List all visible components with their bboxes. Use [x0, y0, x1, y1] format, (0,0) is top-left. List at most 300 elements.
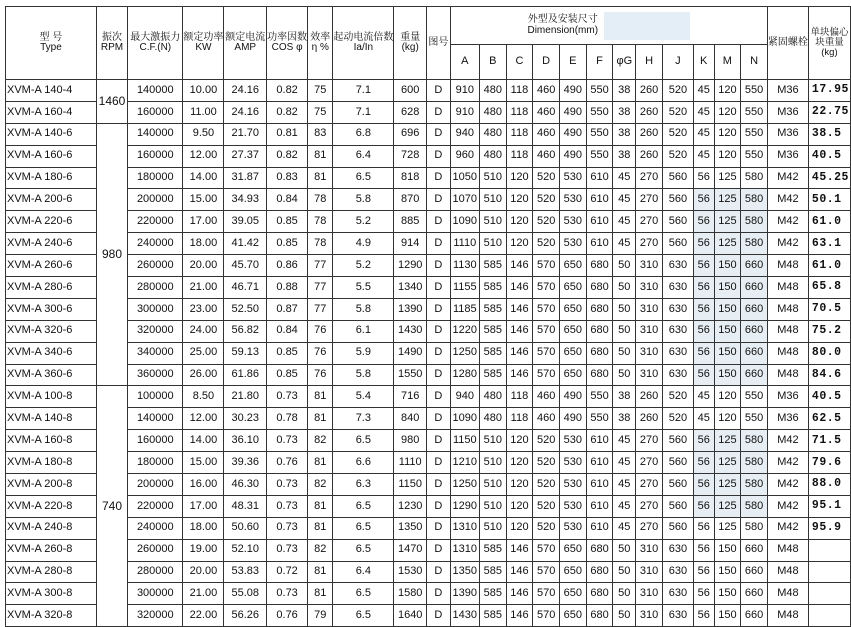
cell-dim: 510	[479, 189, 506, 211]
cell-dim: 270	[636, 211, 663, 233]
cell-fig: D	[427, 539, 451, 561]
cell-dim: 120	[506, 452, 533, 474]
cell-dim: 146	[506, 298, 533, 320]
cell-start: 5.8	[333, 364, 394, 386]
header-power-factor: 功率因数 COS φ	[267, 7, 308, 80]
cell-dim: 650	[559, 320, 586, 342]
cell-kw: 18.00	[183, 233, 224, 255]
cell-dim: 680	[586, 298, 613, 320]
cell-dim: 630	[662, 320, 693, 342]
cell-dim: 45	[613, 189, 636, 211]
cell-dim: 660	[741, 605, 768, 627]
cell-dim: 38	[613, 80, 636, 102]
table-row	[6, 233, 851, 255]
cell-dim: 550	[586, 123, 613, 145]
table-row	[6, 583, 851, 605]
cell-block-weight: 17.95	[808, 80, 850, 102]
cell-dim: 310	[636, 255, 663, 277]
cell-bolt: M36	[767, 408, 808, 430]
cell-dim: 520	[533, 211, 560, 233]
cell-dim: 660	[741, 342, 768, 364]
cell-fig: D	[427, 386, 451, 408]
cell-amp: 24.16	[224, 80, 267, 102]
table-row	[6, 80, 851, 102]
cell-dim: 610	[586, 211, 613, 233]
cell-dim: 120	[714, 386, 741, 408]
cell-dim: 650	[559, 298, 586, 320]
cell-cos: 0.86	[267, 255, 308, 277]
cell-dim: 150	[714, 255, 741, 277]
cell-fig: D	[427, 364, 451, 386]
cell-dim: 1310	[450, 539, 479, 561]
cell-eff: 82	[308, 474, 333, 496]
cell-cf: 160000	[128, 145, 183, 167]
cell-bolt: M36	[767, 386, 808, 408]
cell-dim: 530	[559, 517, 586, 539]
spec-table-wrapper	[5, 6, 851, 627]
table-row	[6, 430, 851, 452]
cell-type: XVM-A 260-6	[6, 255, 97, 277]
cell-start: 6.5	[333, 583, 394, 605]
cell-weight: 1340	[394, 277, 427, 299]
cell-dim: 490	[559, 80, 586, 102]
cell-dim: 650	[559, 561, 586, 583]
cell-dim: 560	[662, 495, 693, 517]
cell-bolt: M42	[767, 452, 808, 474]
cell-dim: 118	[506, 408, 533, 430]
cell-dim: 560	[662, 189, 693, 211]
cell-cf: 240000	[128, 517, 183, 539]
header-eccentric-block-weight: 单块偏心块重量(kg)	[808, 7, 850, 80]
cell-dim: 550	[586, 101, 613, 123]
table-row	[6, 189, 851, 211]
cell-bolt: M36	[767, 145, 808, 167]
cell-bolt: M48	[767, 539, 808, 561]
cell-dim: 490	[559, 123, 586, 145]
cell-type: XVM-A 320-8	[6, 605, 97, 627]
cell-kw: 14.00	[183, 430, 224, 452]
cell-dim: 520	[533, 474, 560, 496]
cell-dim: 45	[693, 80, 714, 102]
cell-dim: 260	[636, 408, 663, 430]
table-row	[6, 386, 851, 408]
cell-amp: 46.71	[224, 277, 267, 299]
table-row	[6, 474, 851, 496]
cell-fig: D	[427, 561, 451, 583]
cell-dim: 1280	[450, 364, 479, 386]
cell-dim: 56	[693, 583, 714, 605]
table-row	[6, 408, 851, 430]
cell-dim: 1250	[450, 342, 479, 364]
cell-dim: 530	[559, 167, 586, 189]
cell-fig: D	[427, 430, 451, 452]
cell-dim: 520	[533, 189, 560, 211]
cell-dim: 45	[693, 408, 714, 430]
cell-block-weight	[808, 561, 850, 583]
cell-dim: 56	[693, 364, 714, 386]
cell-type: XVM-A 300-8	[6, 583, 97, 605]
cell-dim: 45	[613, 452, 636, 474]
cell-dim: 125	[714, 517, 741, 539]
cell-cf: 100000	[128, 386, 183, 408]
cell-rpm-group: 740	[96, 386, 127, 627]
cell-bolt: M42	[767, 233, 808, 255]
cell-kw: 9.50	[183, 123, 224, 145]
cell-dim: 560	[662, 211, 693, 233]
cell-amp: 45.70	[224, 255, 267, 277]
cell-cf: 200000	[128, 189, 183, 211]
cell-dim: 680	[586, 342, 613, 364]
cell-dim: 520	[533, 167, 560, 189]
cell-dim: 940	[450, 386, 479, 408]
cell-start: 6.5	[333, 430, 394, 452]
cell-fig: D	[427, 474, 451, 496]
cell-kw: 21.00	[183, 583, 224, 605]
cell-dim: 570	[533, 364, 560, 386]
cell-start: 7.1	[333, 101, 394, 123]
cell-dim: 38	[613, 145, 636, 167]
cell-dim: 550	[586, 145, 613, 167]
cell-dim: 310	[636, 277, 663, 299]
cell-dim: 660	[741, 561, 768, 583]
cell-cf: 140000	[128, 408, 183, 430]
cell-dim: 490	[559, 101, 586, 123]
cell-weight: 980	[394, 430, 427, 452]
cell-dim: 125	[714, 233, 741, 255]
cell-cos: 0.81	[267, 123, 308, 145]
cell-weight: 1530	[394, 561, 427, 583]
header-dim-9: K	[693, 45, 714, 80]
cell-start: 4.9	[333, 233, 394, 255]
cell-fig: D	[427, 189, 451, 211]
cell-dim: 50	[613, 583, 636, 605]
cell-block-weight: 65.8	[808, 277, 850, 299]
header-dim-8: J	[662, 45, 693, 80]
cell-weight: 1150	[394, 474, 427, 496]
cell-dim: 585	[479, 277, 506, 299]
cell-dim: 1090	[450, 408, 479, 430]
cell-dim: 45	[693, 145, 714, 167]
cell-fig: D	[427, 583, 451, 605]
cell-weight: 1290	[394, 255, 427, 277]
cell-start: 6.5	[333, 539, 394, 561]
cell-eff: 81	[308, 386, 333, 408]
cell-dim: 580	[741, 167, 768, 189]
cell-dim: 480	[479, 145, 506, 167]
cell-dim: 510	[479, 233, 506, 255]
cell-cos: 0.73	[267, 386, 308, 408]
cell-kw: 15.00	[183, 452, 224, 474]
cell-dim: 120	[714, 145, 741, 167]
cell-cos: 0.73	[267, 495, 308, 517]
cell-weight: 600	[394, 80, 427, 102]
table-row	[6, 539, 851, 561]
cell-start: 5.8	[333, 298, 394, 320]
cell-dim: 120	[714, 101, 741, 123]
cell-dim: 660	[741, 364, 768, 386]
cell-dim: 650	[559, 342, 586, 364]
cell-weight: 1550	[394, 364, 427, 386]
cell-start: 6.4	[333, 145, 394, 167]
cell-dim: 125	[714, 495, 741, 517]
cell-dim: 520	[662, 101, 693, 123]
cell-amp: 24.16	[224, 101, 267, 123]
cell-dim: 56	[693, 320, 714, 342]
cell-cf: 220000	[128, 211, 183, 233]
table-row	[6, 145, 851, 167]
cell-dim: 1155	[450, 277, 479, 299]
cell-dim: 150	[714, 277, 741, 299]
cell-dim: 150	[714, 583, 741, 605]
cell-type: XVM-A 160-4	[6, 101, 97, 123]
cell-dim: 510	[479, 211, 506, 233]
cell-dim: 650	[559, 364, 586, 386]
cell-dim: 520	[533, 430, 560, 452]
cell-dim: 660	[741, 583, 768, 605]
cell-dim: 310	[636, 583, 663, 605]
cell-dim: 146	[506, 342, 533, 364]
cell-dim: 580	[741, 452, 768, 474]
cell-dim: 680	[586, 320, 613, 342]
cell-dim: 120	[714, 80, 741, 102]
cell-type: XVM-A 140-6	[6, 123, 97, 145]
table-row	[6, 123, 851, 145]
table-header	[6, 7, 851, 80]
cell-eff: 81	[308, 517, 333, 539]
cell-dim: 150	[714, 342, 741, 364]
cell-weight: 1230	[394, 495, 427, 517]
cell-eff: 82	[308, 430, 333, 452]
cell-dim: 960	[450, 145, 479, 167]
cell-dim: 45	[693, 386, 714, 408]
cell-fig: D	[427, 452, 451, 474]
cell-dim: 510	[479, 474, 506, 496]
cell-dim: 520	[533, 495, 560, 517]
cell-cos: 0.88	[267, 277, 308, 299]
cell-dim: 38	[613, 408, 636, 430]
cell-dim: 550	[586, 80, 613, 102]
cell-dim: 310	[636, 342, 663, 364]
cell-type: XVM-A 260-8	[6, 539, 97, 561]
header-dim-10: M	[714, 45, 741, 80]
cell-dim: 1250	[450, 474, 479, 496]
cell-amp: 56.26	[224, 605, 267, 627]
cell-dim: 1090	[450, 211, 479, 233]
cell-dim: 570	[533, 342, 560, 364]
cell-dim: 480	[479, 101, 506, 123]
cell-dim: 45	[613, 167, 636, 189]
cell-type: XVM-A 240-8	[6, 517, 97, 539]
cell-weight: 840	[394, 408, 427, 430]
table-row	[6, 255, 851, 277]
cell-cos: 0.72	[267, 561, 308, 583]
cell-dim: 630	[662, 255, 693, 277]
cell-kw: 12.00	[183, 408, 224, 430]
cell-cos: 0.83	[267, 167, 308, 189]
cell-dim: 56	[693, 495, 714, 517]
cell-fig: D	[427, 320, 451, 342]
cell-dim: 150	[714, 561, 741, 583]
header-current: 额定电流 AMP	[224, 7, 267, 80]
cell-eff: 77	[308, 298, 333, 320]
cell-eff: 81	[308, 495, 333, 517]
cell-dim: 550	[741, 80, 768, 102]
cell-block-weight: 22.75	[808, 101, 850, 123]
cell-type: XVM-A 300-6	[6, 298, 97, 320]
cell-dim: 680	[586, 561, 613, 583]
cell-dim: 630	[662, 364, 693, 386]
cell-dim: 610	[586, 474, 613, 496]
cell-cf: 300000	[128, 583, 183, 605]
cell-amp: 50.60	[224, 517, 267, 539]
cell-cos: 0.85	[267, 233, 308, 255]
cell-kw: 12.00	[183, 145, 224, 167]
cell-dim: 45	[693, 101, 714, 123]
cell-dim: 650	[559, 277, 586, 299]
cell-type: XVM-A 200-6	[6, 189, 97, 211]
cell-dim: 910	[450, 101, 479, 123]
cell-kw: 20.00	[183, 561, 224, 583]
header-centrifugal-force: 最大激振力 C.F.(N)	[128, 7, 183, 80]
cell-dim: 56	[693, 430, 714, 452]
cell-fig: D	[427, 123, 451, 145]
cell-dim: 260	[636, 101, 663, 123]
cell-block-weight	[808, 605, 850, 627]
cell-cos: 0.82	[267, 101, 308, 123]
cell-type: XVM-A 320-6	[6, 320, 97, 342]
cell-block-weight: 38.5	[808, 123, 850, 145]
cell-start: 5.8	[333, 189, 394, 211]
cell-weight: 628	[394, 101, 427, 123]
cell-fig: D	[427, 167, 451, 189]
cell-cf: 140000	[128, 80, 183, 102]
header-weight: 重量 (kg)	[394, 7, 427, 80]
cell-dim: 1350	[450, 561, 479, 583]
cell-dim: 570	[533, 605, 560, 627]
cell-bolt: M36	[767, 80, 808, 102]
cell-eff: 78	[308, 211, 333, 233]
cell-dim: 520	[662, 80, 693, 102]
cell-dim: 50	[613, 320, 636, 342]
cell-cos: 0.73	[267, 474, 308, 496]
cell-dim: 660	[741, 539, 768, 561]
cell-cos: 0.84	[267, 320, 308, 342]
cell-weight: 1470	[394, 539, 427, 561]
cell-dim: 520	[533, 517, 560, 539]
cell-amp: 55.08	[224, 583, 267, 605]
cell-dim: 510	[479, 167, 506, 189]
cell-block-weight: 80.0	[808, 342, 850, 364]
cell-start: 6.5	[333, 605, 394, 627]
cell-dim: 120	[506, 474, 533, 496]
cell-dim: 56	[693, 211, 714, 233]
cell-dim: 1210	[450, 452, 479, 474]
cell-dim: 460	[533, 145, 560, 167]
cell-weight: 696	[394, 123, 427, 145]
cell-kw: 8.50	[183, 386, 224, 408]
cell-bolt: M48	[767, 583, 808, 605]
cell-cf: 220000	[128, 495, 183, 517]
cell-eff: 76	[308, 320, 333, 342]
cell-dim: 680	[586, 255, 613, 277]
table-row	[6, 561, 851, 583]
cell-type: XVM-A 240-6	[6, 233, 97, 255]
header-figure: 图号	[427, 7, 451, 80]
cell-dim: 56	[693, 233, 714, 255]
cell-fig: D	[427, 517, 451, 539]
cell-block-weight: 40.5	[808, 386, 850, 408]
cell-dim: 550	[741, 145, 768, 167]
cell-dim: 50	[613, 364, 636, 386]
cell-dim: 270	[636, 452, 663, 474]
cell-dim: 580	[741, 495, 768, 517]
cell-dim: 570	[533, 277, 560, 299]
cell-dim: 580	[741, 517, 768, 539]
cell-amp: 27.37	[224, 145, 267, 167]
cell-dim: 118	[506, 80, 533, 102]
cell-cf: 200000	[128, 474, 183, 496]
cell-bolt: M48	[767, 255, 808, 277]
cell-dim: 570	[533, 298, 560, 320]
cell-dim: 680	[586, 539, 613, 561]
cell-dim: 510	[479, 430, 506, 452]
cell-eff: 81	[308, 145, 333, 167]
cell-dim: 585	[479, 342, 506, 364]
cell-block-weight: 50.1	[808, 189, 850, 211]
cell-eff: 81	[308, 452, 333, 474]
header-efficiency: 效率 η %	[308, 7, 333, 80]
cell-weight: 818	[394, 167, 427, 189]
cell-cos: 0.82	[267, 80, 308, 102]
cell-dim: 520	[662, 408, 693, 430]
cell-start: 6.3	[333, 474, 394, 496]
cell-bolt: M36	[767, 101, 808, 123]
table-row	[6, 320, 851, 342]
cell-type: XVM-A 280-8	[6, 561, 97, 583]
cell-dim: 1290	[450, 495, 479, 517]
cell-eff: 81	[308, 583, 333, 605]
header-bolt: 紧固螺栓	[767, 7, 808, 80]
cell-dim: 630	[662, 342, 693, 364]
cell-cos: 0.85	[267, 342, 308, 364]
cell-dim: 56	[693, 561, 714, 583]
cell-cos: 0.85	[267, 211, 308, 233]
cell-dim: 630	[662, 605, 693, 627]
cell-bolt: M48	[767, 320, 808, 342]
cell-block-weight: 95.1	[808, 495, 850, 517]
cell-dim: 118	[506, 101, 533, 123]
cell-kw: 10.00	[183, 80, 224, 102]
cell-eff: 75	[308, 80, 333, 102]
cell-cos: 0.76	[267, 605, 308, 627]
motor-spec-table	[5, 6, 851, 627]
cell-rpm-group: 1460	[96, 80, 127, 124]
cell-dim: 680	[586, 583, 613, 605]
header-dimension: 外型及安装尺寸 Dimension(mm)	[450, 7, 767, 45]
table-row	[6, 364, 851, 386]
cell-dim: 680	[586, 364, 613, 386]
cell-weight: 914	[394, 233, 427, 255]
cell-amp: 39.05	[224, 211, 267, 233]
cell-dim: 560	[662, 452, 693, 474]
cell-dim: 520	[533, 233, 560, 255]
cell-kw: 23.00	[183, 298, 224, 320]
cell-block-weight: 88.0	[808, 474, 850, 496]
cell-dim: 570	[533, 561, 560, 583]
table-row	[6, 605, 851, 627]
cell-start: 5.2	[333, 211, 394, 233]
cell-bolt: M42	[767, 167, 808, 189]
